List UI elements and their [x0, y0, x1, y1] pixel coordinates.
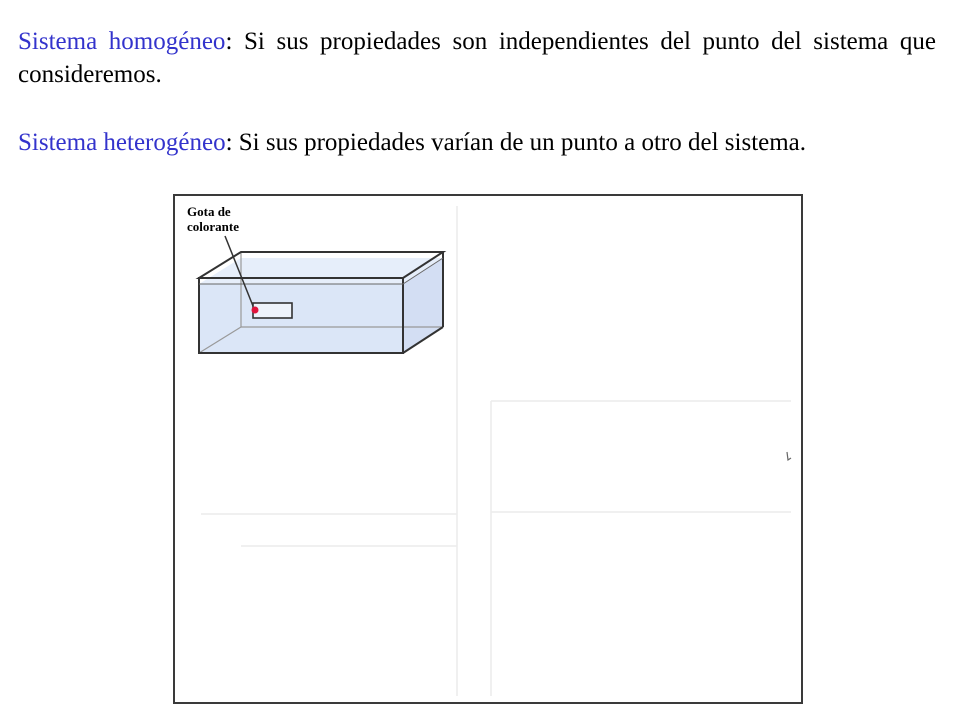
heterogeneous-term: Sistema heterogéneo	[18, 129, 226, 156]
dye-drop-figure	[173, 194, 803, 704]
dye-drop-label	[187, 204, 239, 234]
stray-mark	[787, 452, 791, 460]
homogeneous-text: : Si sus propiedades son independientes del punto del sistema que consideremos.	[18, 28, 936, 88]
dye-drop-label-line1: Gota de	[187, 204, 231, 219]
dye-drop-label-line2: colorante	[187, 219, 239, 234]
homogeneous-definition	[18, 25, 936, 91]
homogeneous-term: Sistema homogéneo	[18, 28, 226, 55]
water-front-face	[199, 284, 403, 353]
heterogeneous-text: : Si sus propiedades varían de un punto a otro del sistema.	[225, 129, 807, 156]
heterogeneous-definition	[18, 126, 936, 159]
tank-illustration	[175, 196, 801, 702]
drop-highlight-box	[253, 303, 292, 318]
dye-drop	[252, 307, 259, 314]
